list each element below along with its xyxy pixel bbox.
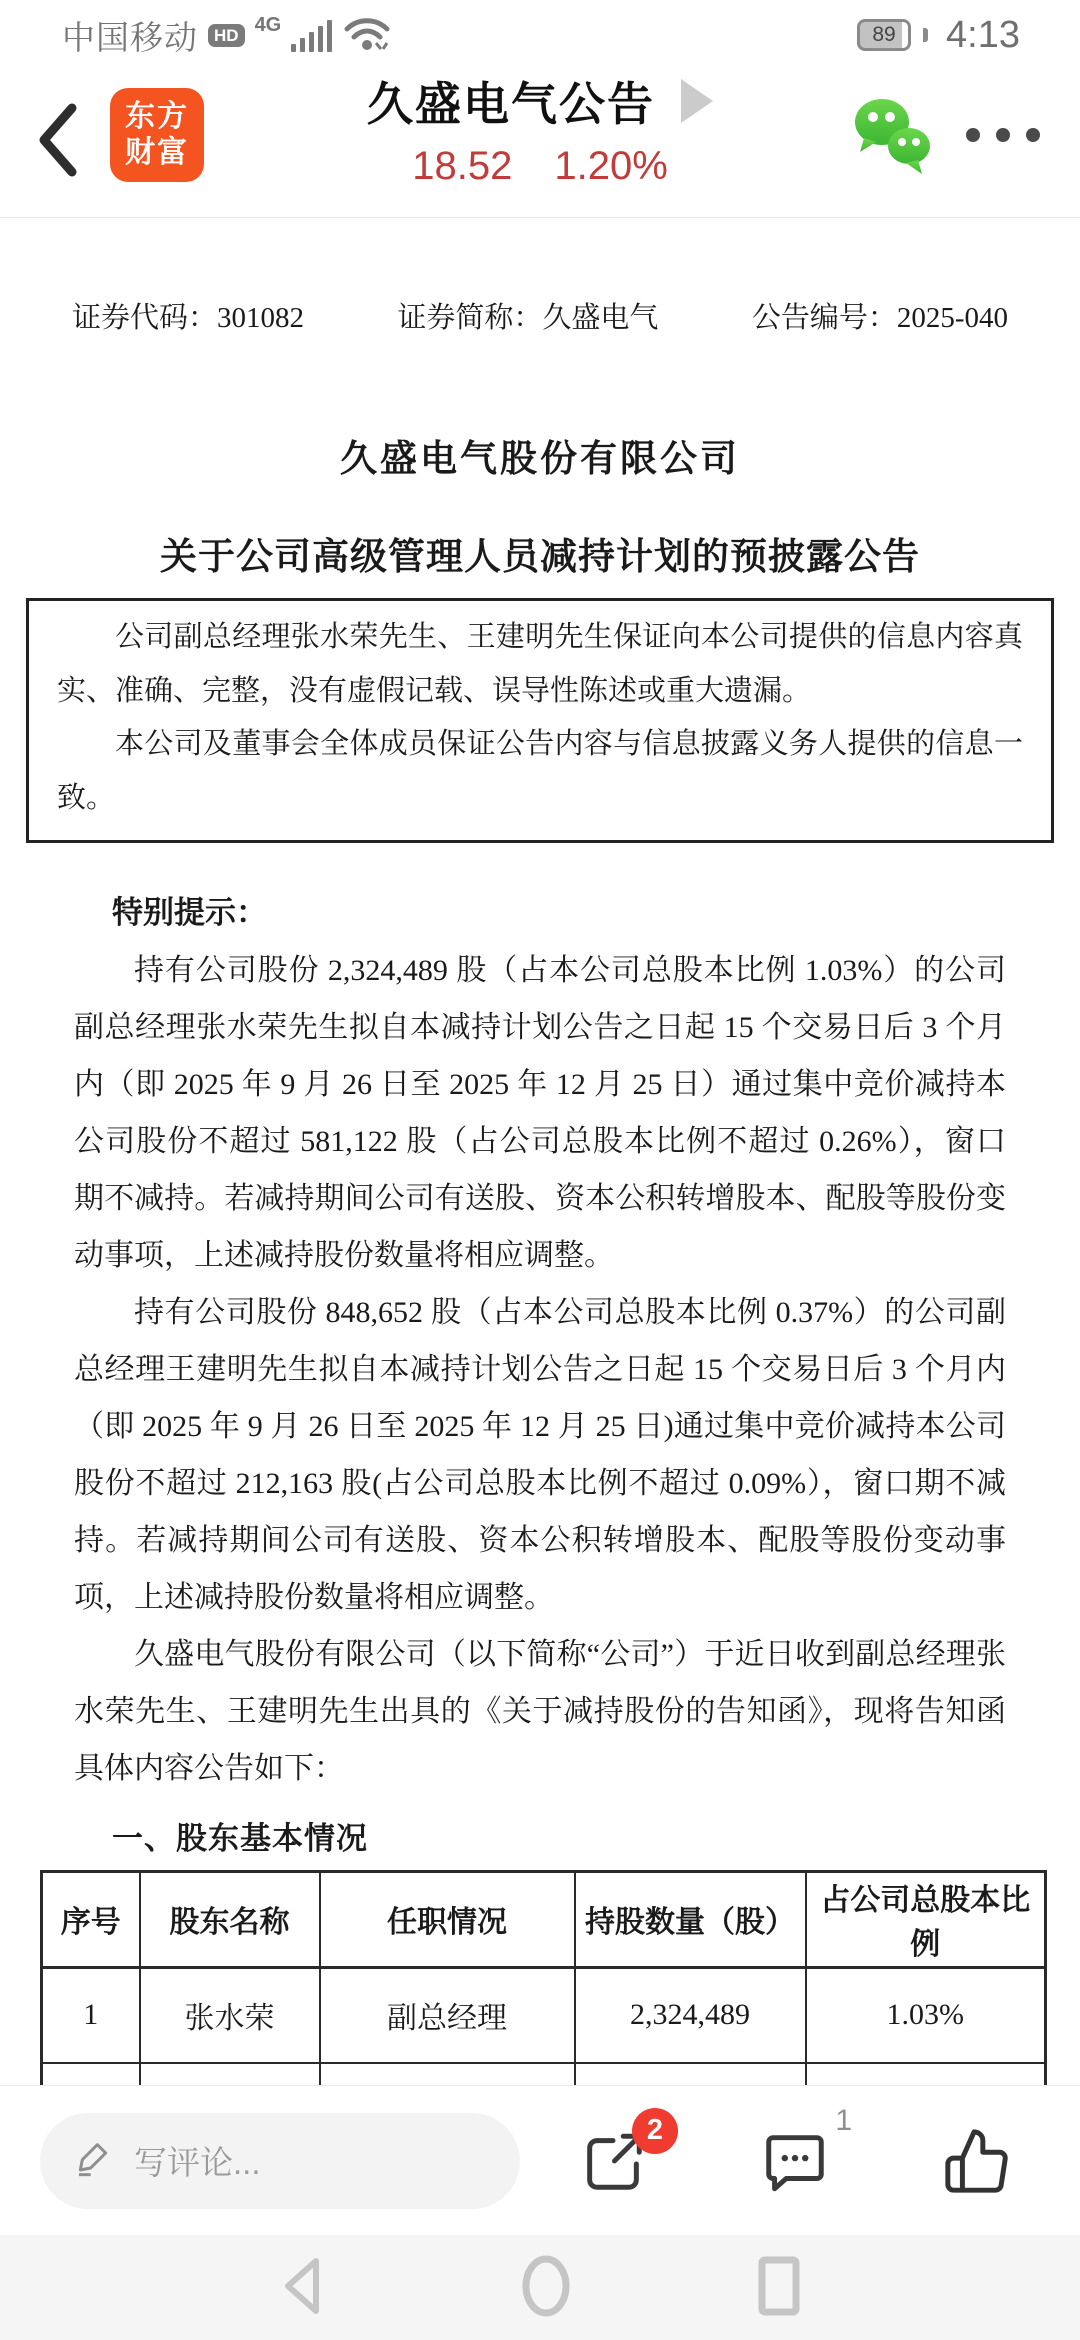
disclaimer-paragraph: 本公司及董事会全体成员保证公告内容与信息披露义务人提供的信息一致。 [57, 728, 1023, 814]
eastmoney-logo[interactable] [110, 88, 204, 182]
body-paragraph: 持有公司股份 848,652 股（占本公司总股本比例 0.37%）的公司副总经理王建明先生拟自本减持计划公告之日起 15 个交易日后 3 个月内（即 2025 年 9 月 26 日至 2025 年 12 月 25 日)通过集中竞价减持本公司股份不超过 212,163 股(占公司总股本比例不超过 0.09%），窗口期不减持。若减持期间公司有送股、资本公积转增股本、配股等股份变动事项，上述减持股份数量将相应调整。 [74, 1295, 1006, 1614]
col-header-index: 序号 [42, 1871, 140, 1967]
logo-text-bottom: 财富 [125, 136, 189, 169]
nav-home-button[interactable] [518, 2253, 574, 2324]
security-code: 证券代码：301082 [72, 302, 305, 334]
share-button[interactable] [578, 2114, 664, 2196]
cell-shares: 2,324,489 [575, 1967, 806, 2063]
disclaimer-box [26, 598, 1054, 843]
page-title: 久盛电气公告 [367, 78, 655, 130]
col-header-position: 任职情况 [320, 1871, 575, 1967]
share-badge: 2 [632, 2108, 678, 2154]
stock-quote[interactable] [230, 144, 850, 189]
document-meta-row [72, 295, 1008, 336]
document-body-text [74, 942, 1006, 1797]
col-header-ratio: 占公司总股本比例 [806, 1871, 1046, 1967]
pencil-icon [74, 2138, 114, 2183]
col-header-shares: 持股数量（股） [575, 1871, 806, 1967]
shareholder-table [40, 1870, 1047, 2085]
cell-name [140, 2063, 320, 2085]
cell-name: 张水荣 [140, 1967, 320, 2063]
nav-recents-button[interactable] [752, 2253, 808, 2324]
comments-count: 1 [835, 2103, 852, 2137]
clock-label: 4:13 [946, 13, 1020, 56]
table-row [42, 2063, 1046, 2085]
section-heading-shareholders: 一、股东基本情况 [112, 1820, 368, 1856]
cell-ratio: 1.03% [806, 1967, 1046, 2063]
table-row [42, 1967, 1046, 2063]
battery-nub-icon [923, 28, 928, 42]
status-bar [0, 0, 1080, 62]
announcement-document [0, 219, 1080, 2085]
announcement-number: 公告编号：2025-040 [751, 302, 1008, 334]
cell-position [320, 2063, 575, 2085]
body-paragraph: 久盛电气股份有限公司（以下简称“公司”）于近日收到副总经理张水荣先生、王建明先生出具的《关于减持股份的告知函》，现将告知函具体内容公告如下： [74, 1637, 1006, 1785]
carrier-label: 中国移动 [62, 18, 198, 56]
android-nav-bar [0, 2235, 1080, 2340]
table-header-row [42, 1871, 1046, 1967]
wechat-share-button[interactable] [846, 94, 938, 183]
nav-back-button[interactable] [276, 2253, 332, 2324]
col-header-name: 股东名称 [140, 1871, 320, 1967]
comment-input[interactable] [40, 2113, 520, 2209]
app-header [0, 62, 1080, 218]
battery-percent: 89 [872, 23, 896, 46]
like-button[interactable] [942, 2126, 1012, 2196]
stock-price: 18.52 [412, 144, 513, 188]
cell-index: 1 [42, 1967, 140, 2063]
network-type-label: 4G [254, 13, 282, 36]
play-triangle-icon[interactable] [681, 79, 713, 123]
announcement-title: 关于公司高级管理人员减持计划的预披露公告 [160, 537, 920, 578]
cell-index [42, 2063, 140, 2085]
more-menu-button[interactable] [966, 128, 1040, 142]
company-name-title: 久盛电气股份有限公司 [340, 439, 740, 480]
back-button[interactable] [30, 100, 90, 180]
security-short-name: 证券简称：久盛电气 [397, 302, 659, 334]
signal-strength-icon [291, 18, 332, 52]
cell-shares [575, 2063, 806, 2085]
cell-position: 副总经理 [320, 1967, 575, 2063]
body-paragraph: 持有公司股份 2,324,489 股（占本公司总股本比例 1.03%）的公司副总经理张水荣先生拟自本减持计划公告之日起 15 个交易日后 3 个月内（即 2025 年 9 月 26 日至 2025 年 12 月 25 日）通过集中竞价减持本公司股份不超过 581,122 股（占公司总股本比例不超过 0.26%），窗口期不减持。若减持期间公司有送股、资本公积转增股本、配股等股份变动事项，上述减持股份数量将相应调整。 [74, 953, 1006, 1272]
stock-change: 1.20% [554, 144, 668, 188]
disclaimer-paragraph: 公司副总经理张水荣先生、王建明先生保证向本公司提供的信息内容真实、准确、完整，没有虚假记载、误导性陈述或重大遗漏。 [57, 621, 1023, 707]
special-note-label: 特别提示： [112, 894, 267, 930]
bottom-toolbar [0, 2085, 1080, 2235]
hd-badge-icon: HD [208, 24, 245, 47]
wifi-icon [342, 13, 392, 58]
comments-button[interactable] [760, 2103, 852, 2196]
comment-placeholder: 写评论... [134, 2144, 261, 2181]
logo-text-top: 东方 [125, 100, 189, 133]
battery-icon [857, 19, 911, 51]
cell-ratio [806, 2063, 1046, 2085]
